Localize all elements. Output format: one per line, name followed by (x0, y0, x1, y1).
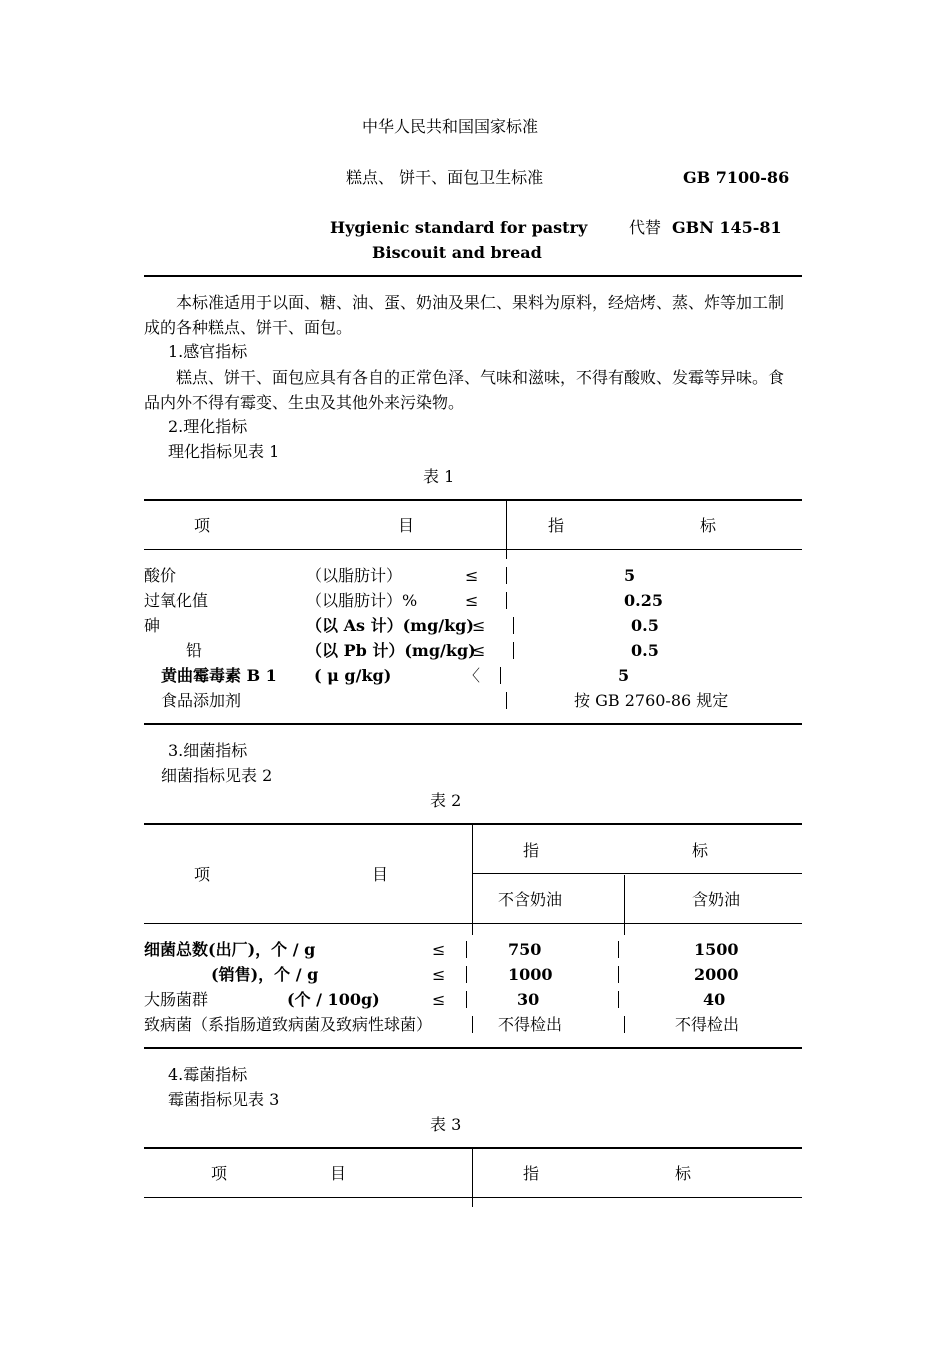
replaces-code: GBN 145-81 (672, 218, 782, 237)
table2-row-unit: (个 / 100g) (287, 990, 380, 1009)
table1-row-value: 0.5 (631, 616, 659, 635)
table2-row-divider (466, 966, 467, 983)
table2-row-op: ≤ (432, 940, 446, 959)
table2-row-name: 致病菌（系指肠道致病菌及致病性球菌） (144, 1015, 433, 1034)
table1-row-name: 过氧化值 (144, 591, 209, 610)
table2-col-cream: 含奶油 (692, 890, 741, 909)
table1-row-basis: （以 As 计）(mg/kg) (306, 616, 474, 635)
table2-bottom-rule (144, 1047, 802, 1049)
section4-table-ref: 霉菌指标见表 3 (168, 1090, 280, 1109)
table1-row-name: 食品添加剂 (161, 691, 242, 710)
national-standard-label: 中华人民共和国国家标准 (362, 117, 539, 136)
table2-row-no-cream: 750 (508, 940, 542, 959)
table1-row-divider (500, 667, 501, 684)
table1-header-index-a: 指 (548, 516, 565, 535)
table1-header-index-b: 标 (700, 516, 717, 535)
table1-header-item-a: 项 (194, 516, 211, 535)
table1-row-basis: （以 Pb 计）(mg/kg) (306, 641, 476, 660)
table1-row-name: 砷 (144, 616, 161, 635)
table2-item-divider (472, 825, 473, 935)
table2-row-divider (624, 1016, 625, 1033)
table3-header-index-b: 标 (675, 1164, 692, 1183)
section2-heading: 2.理化指标 (168, 417, 248, 436)
table2-top-rule (144, 823, 802, 825)
section3-table-ref: 细菌指标见表 2 (161, 766, 273, 785)
table2-row-no-cream: 30 (517, 990, 540, 1009)
table2-row-divider (466, 941, 467, 958)
table1-row-basis: （以脂肪计） (306, 566, 403, 585)
standard-title-en-line1: Hygienic standard for pastry (330, 218, 588, 237)
table2-row-divider (466, 991, 467, 1008)
table2-row-no-cream: 不得检出 (498, 1015, 563, 1034)
standard-title-cn: 糕点、 饼干、面包卫生标准 (346, 168, 544, 187)
table2-col-no-cream: 不含奶油 (498, 890, 563, 909)
table1-header-item-b: 目 (398, 516, 415, 535)
table1-row-op: ≤ (465, 591, 479, 610)
table1-row-divider (513, 617, 514, 634)
table3-header-item-b: 目 (330, 1164, 347, 1183)
table2-row-cream: 2000 (694, 965, 739, 984)
table1-caption: 表 1 (423, 467, 455, 486)
table1-row-name: 铅 (186, 641, 203, 660)
table1-row-basis: ( μ g/kg) (314, 666, 392, 685)
table1-row-basis: （以脂肪计）% (306, 591, 418, 610)
table1-row-value: 5 (618, 666, 630, 685)
table2-header-rule (144, 923, 802, 924)
table2-row-divider (618, 991, 619, 1008)
replaces-label: 代替 (629, 218, 662, 237)
table2-row-op: ≤ (432, 965, 446, 984)
table3-header-index-a: 指 (523, 1164, 540, 1183)
table3-top-rule (144, 1147, 802, 1149)
table1-row-name: 酸价 (144, 566, 177, 585)
table2-row-divider (618, 941, 619, 958)
table2-row-cream: 1500 (694, 940, 739, 959)
table1-top-rule (144, 499, 802, 501)
table2-row-cream: 40 (703, 990, 726, 1009)
table1-row-divider (506, 592, 507, 609)
table1-bottom-rule (144, 723, 802, 725)
standard-code: GB 7100-86 (683, 168, 790, 187)
intro-paragraph: 本标准适用于以面、糖、油、蛋、奶油及果仁、果料为原料，经焙烤、蒸、炸等加工制成的各种糕点、饼干、面包。 (144, 293, 785, 337)
table2-header-item-b: 目 (372, 865, 389, 884)
section1-heading: 1.感官指标 (168, 342, 248, 361)
table2-row-no-cream: 1000 (508, 965, 553, 984)
table2-header-item-a: 项 (194, 865, 211, 884)
table2-row-name: 细菌总数(出厂)，个 / g (144, 940, 316, 959)
table2-row-name: 大肠菌群 (144, 990, 209, 1009)
table1-row-divider (513, 642, 514, 659)
table2-header-index-b: 标 (692, 841, 709, 860)
table2-row-divider (618, 966, 619, 983)
table1-row-value: 5 (624, 566, 636, 585)
table3-header-item-a: 项 (211, 1164, 228, 1183)
table1-row-value: 0.5 (631, 641, 659, 660)
table1-row-divider (506, 567, 507, 584)
standard-title-en-line2: Biscouit and bread (372, 243, 542, 262)
table1-header-rule (144, 549, 802, 550)
table1-row-op: ≤ (472, 616, 486, 635)
table2-header-index-a: 指 (523, 841, 540, 860)
table1-row-divider (506, 692, 507, 709)
header-divider (144, 275, 802, 277)
table2-row-name: (销售)，个 / g (211, 965, 319, 984)
table1-row-value: 按 GB 2760-86 规定 (574, 691, 729, 710)
table1-row-op: 〈 (464, 666, 481, 685)
table1-header-divider (506, 501, 507, 559)
table1-row-name: 黄曲霉毒素 B 1 (161, 666, 277, 685)
table1-row-value: 0.25 (624, 591, 663, 610)
table2-col-divider (624, 875, 625, 935)
table1-row-op: ≤ (465, 566, 479, 585)
section2-table-ref: 理化指标见表 1 (168, 442, 280, 461)
table2-row-divider (472, 1016, 473, 1033)
table2-subheader-rule (472, 873, 802, 874)
table1-row-op: ≤ (472, 641, 486, 660)
table2-row-cream: 不得检出 (675, 1015, 740, 1034)
table2-caption: 表 2 (430, 791, 462, 810)
section4-heading: 4.霉菌指标 (168, 1065, 248, 1084)
table3-header-divider (472, 1149, 473, 1207)
table3-caption: 表 3 (430, 1115, 462, 1134)
table2-row-op: ≤ (432, 990, 446, 1009)
section3-heading: 3.细菌指标 (168, 741, 248, 760)
table3-header-rule (144, 1197, 802, 1198)
section1-text: 糕点、饼干、面包应具有各自的正常色泽、气味和滋味，不得有酸败、发霉等异味。食品内外不得有霉变、生虫及其他外来污染物。 (144, 368, 785, 412)
